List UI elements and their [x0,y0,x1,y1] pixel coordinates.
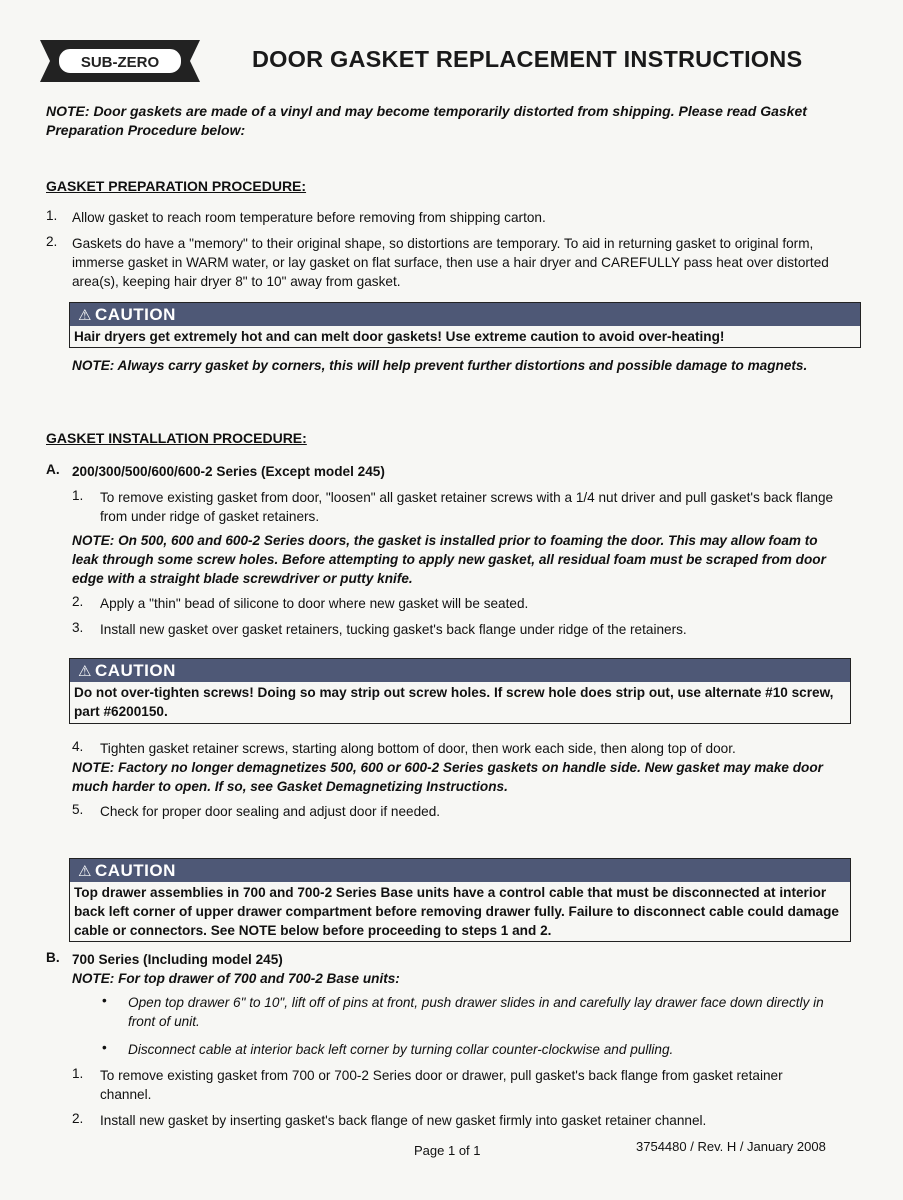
caution-label: CAUTION [94,661,176,680]
caution-box-drawer-cable [69,858,851,942]
step-text: Install new gasket by inserting gasket's back flange of new gasket firmly into gasket retainer channel. [100,1113,707,1128]
step-number: 1. [72,1066,84,1081]
note-demagnetize: NOTE: Factory no longer demagnetizes 500, 600 or 600-2 Series gaskets on handle side. New gasket may make door much harder to open. If so, see Gasket Demagnetizing Instructions. [72,760,823,794]
bullet-text: Open top drawer 6" to 10", lift off of pins at front, push drawer slides in and carefully lay drawer face down directly in front of unit. [128,995,824,1029]
sub-zero-logo [38,36,202,86]
section-b-title: 700 Series (Including model 245) [72,952,283,967]
step-text: To remove existing gasket from 700 or 700-2 Series door or drawer, pull gasket's back flange from gasket retainer channel. [100,1068,783,1102]
prep-item-number: 1. [46,208,58,223]
step-text: Install new gasket over gasket retainers, tucking gasket's back flange under ridge of the retainers. [100,622,687,637]
note-carry-gasket: NOTE: Always carry gasket by corners, this will help prevent further distortions and possible damage to magnets. [72,358,808,373]
prep-item-text: Gaskets do have a "memory" to their original shape, so distortions are temporary. To aid in returning gasket to original form, immerse gasket in WARM water, or lay gasket on flat surface, then use a hair dryer and CAREFULLY pass heat over distorted area(s), keeping hair dryer 8" to 10" away from gasket. [72,236,829,289]
note-foam: NOTE: On 500, 600 and 600-2 Series doors, the gasket is installed prior to foaming the door. This may allow foam to leak through some screw holes. Before attempting to apply new gasket, all residual foam must be scraped from door edge with a straight blade screwdriver or putty knife. [72,533,826,586]
bullet-icon: • [102,993,107,1008]
step-number: 2. [72,594,84,609]
warning-triangle-icon: ⚠ [78,663,92,680]
step-text: Check for proper door sealing and adjust door if needed. [100,804,441,819]
page-number: Page 1 of 1 [414,1143,481,1158]
note-shipping: NOTE: Door gaskets are made of a vinyl and may become temporarily distorted from shipping. Please read Gasket Preparation Procedure below: [46,103,807,138]
caution-text: Top drawer assemblies in 700 and 700-2 Series Base units have a control cable that must be disconnected at interior back left corner of upper drawer compartment before removing drawer fully. Failure to disconnect cable could damage cable or connectors. See NOTE below before proceeding to steps 1 and 2. [74,885,839,938]
caution-label: CAUTION [94,861,176,880]
page-title: DOOR GASKET REPLACEMENT INSTRUCTIONS [252,46,803,72]
prep-item-number: 2. [46,234,58,249]
svg-text:SUB-ZERO: SUB-ZERO [80,54,160,71]
bullet-icon: • [102,1040,107,1055]
section-letter: B. [46,950,60,965]
prep-item-text: Allow gasket to reach room temperature before removing from shipping carton. [72,210,546,225]
caution-box-hair-dryer [69,302,861,348]
preparation-heading: GASKET PREPARATION PROCEDURE: [46,178,307,194]
step-text: Tighten gasket retainer screws, starting along bottom of door, then work each side, then along top of door. [100,741,736,756]
section-a-title: 200/300/500/600/600-2 Series (Except model 245) [72,464,385,479]
caution-bar [70,303,860,326]
bullet-text: Disconnect cable at interior back left corner by turning collar counter-clockwise and pulling. [128,1042,674,1057]
caution-box-screws [69,658,851,724]
caution-bar [70,859,850,882]
step-number: 2. [72,1111,84,1126]
step-text: To remove existing gasket from door, "loosen" all gasket retainer screws with a 1/4 nut driver and pull gasket's back flange from under ridge of gasket retainers. [100,490,834,524]
step-number: 4. [72,739,84,754]
caution-text: Do not over-tighten screws! Doing so may strip out screw holes. If screw hole does strip out, use alternate #10 screw, part #6200150. [74,685,834,719]
step-number: 3. [72,620,84,635]
warning-triangle-icon: ⚠ [78,307,92,324]
caution-text: Hair dryers get extremely hot and can melt door gaskets! Use extreme caution to avoid over-heating! [74,329,725,344]
installation-heading: GASKET INSTALLATION PROCEDURE: [46,430,307,446]
document-revision: 3754480 / Rev. H / January 2008 [636,1139,826,1154]
section-letter: A. [46,462,60,477]
step-text: Apply a "thin" bead of silicone to door where new gasket will be seated. [100,596,529,611]
warning-triangle-icon: ⚠ [78,863,92,880]
step-number: 5. [72,802,84,817]
caution-label: CAUTION [94,305,176,324]
step-number: 1. [72,488,84,503]
caution-bar [70,659,850,682]
note-top-drawer: NOTE: For top drawer of 700 and 700-2 Base units: [72,971,400,986]
